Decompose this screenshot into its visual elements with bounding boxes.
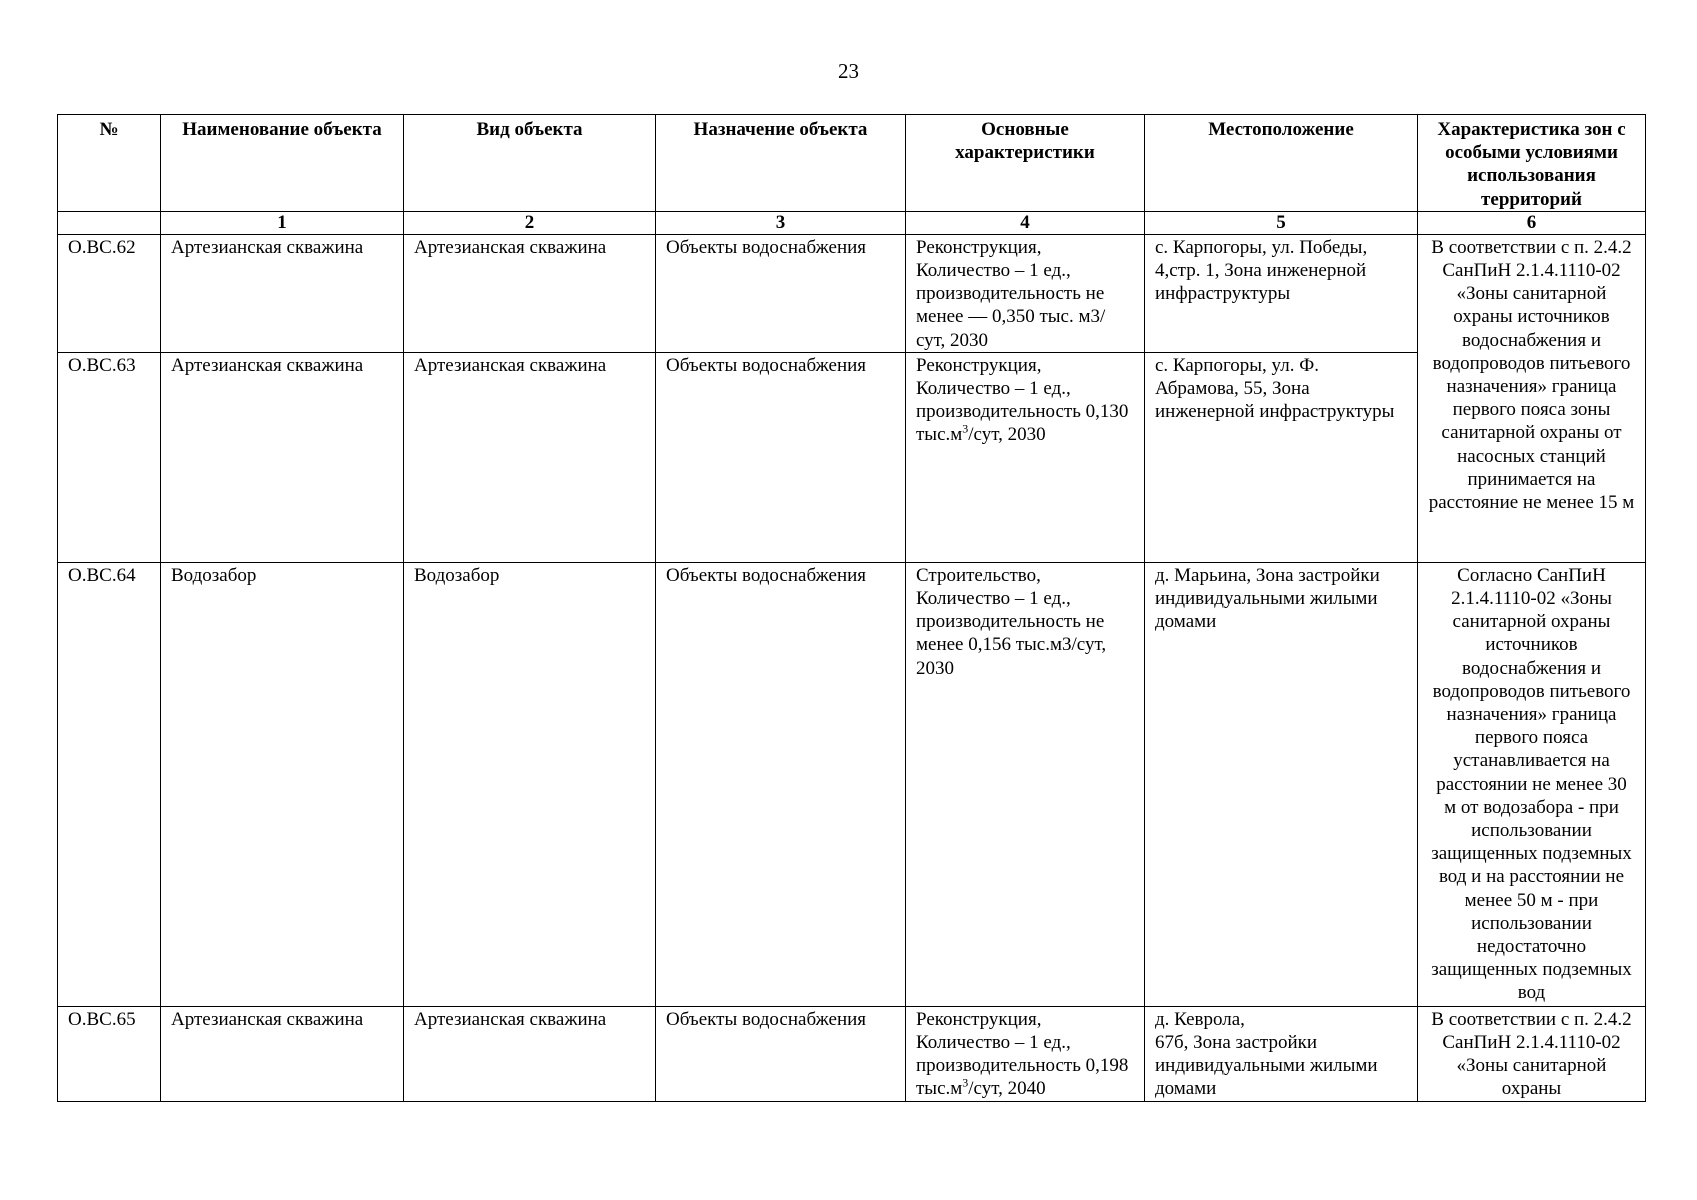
object-location: д. Марьина, Зона застройки индивидуальными жилыми домами	[1145, 562, 1418, 1006]
column-number: 1	[161, 211, 404, 234]
column-number: 2	[404, 211, 656, 234]
object-purpose: Объекты водоснабжения	[656, 234, 906, 352]
characteristics-text: /сут, 2030	[968, 424, 1046, 446]
object-characteristics: Реконструкция, Количество – 1 ед., производительность не менее — 0,350 тыс. м3/сут, 2030	[906, 234, 1145, 352]
object-purpose: Объекты водоснабжения	[656, 1006, 906, 1101]
location-line: 67б, Зона застройки индивидуальными жилыми домами	[1155, 1032, 1378, 1100]
object-zones: В соответствии с п. 2.4.2 СанПиН 2.1.4.1110-02 «Зоны санитарной охраны	[1418, 1006, 1646, 1101]
characteristics-text: Реконструкция, Количество – 1 ед., производительность 0,130 тыс.м	[916, 354, 1129, 446]
table-row	[58, 1006, 1646, 1101]
table-row	[58, 352, 1646, 562]
header-characteristics: Основные характеристики	[906, 115, 1145, 212]
page-number: 23	[838, 59, 859, 83]
object-id: О.ВС.65	[58, 1006, 161, 1101]
object-location: с. Карпогоры, ул. Ф. Абрамова, 55, Зона инженерной инфраструктуры	[1145, 352, 1418, 562]
location-line: д. Кеврола,	[1155, 1008, 1245, 1030]
object-purpose: Объекты водоснабжения	[656, 352, 906, 562]
header-row	[58, 115, 1646, 212]
header-zones: Характеристика зон с особыми условиями использования территорий	[1418, 115, 1646, 212]
table-row	[58, 234, 1646, 352]
object-characteristics	[906, 1006, 1145, 1101]
column-number: 3	[656, 211, 906, 234]
header-object-purpose: Назначение объекта	[656, 115, 906, 212]
column-number: 6	[1418, 211, 1646, 234]
header-object-kind: Вид объекта	[404, 115, 656, 212]
object-characteristics: Строительство, Количество – 1 ед., производительность не менее 0,156 тыс.м3/сут, 2030	[906, 562, 1145, 1006]
object-purpose: Объекты водоснабжения	[656, 562, 906, 1006]
header-object-name: Наименование объекта	[161, 115, 404, 212]
characteristics-text: /сут, 2040	[968, 1078, 1046, 1100]
header-location: Местоположение	[1145, 115, 1418, 212]
object-id: О.ВС.62	[58, 234, 161, 352]
column-number: 4	[906, 211, 1145, 234]
column-number	[58, 211, 161, 234]
object-name: Артезианская скважина	[161, 1006, 404, 1101]
header-number: №	[58, 115, 161, 212]
characteristics-text: Реконструкция, Количество – 1 ед., производительность 0,198 тыс.м	[916, 1008, 1129, 1100]
superscript-unit: 3	[962, 422, 969, 437]
object-name: Артезианская скважина	[161, 234, 404, 352]
object-name: Водозабор	[161, 562, 404, 1006]
object-kind: Водозабор	[404, 562, 656, 1006]
table-row	[58, 562, 1646, 1006]
object-id: О.ВС.63	[58, 352, 161, 562]
object-name: Артезианская скважина	[161, 352, 404, 562]
object-location: с. Карпогоры, ул. Победы, 4,стр. 1, Зона инженерной инфраструктуры	[1145, 234, 1418, 352]
column-number: 5	[1145, 211, 1418, 234]
object-kind: Артезианская скважина	[404, 1006, 656, 1101]
object-kind: Артезианская скважина	[404, 234, 656, 352]
object-characteristics	[906, 352, 1145, 562]
object-zones: В соответствии с п. 2.4.2 СанПиН 2.1.4.1110-02 «Зоны санитарной охраны источников водоснабжения и водопроводов питьевого назначения» граница первого пояса зоны санитарной охраны от насосных станций принимается на расстояние не менее 15 м	[1418, 234, 1646, 562]
object-kind: Артезианская скважина	[404, 352, 656, 562]
column-number-row	[58, 211, 1646, 234]
objects-table	[57, 114, 1646, 1102]
object-location	[1145, 1006, 1418, 1101]
object-id: О.ВС.64	[58, 562, 161, 1006]
object-zones: Согласно СанПиН 2.1.4.1110-02 «Зоны санитарной охраны источников водоснабжения и водопроводов питьевого назначения» граница первого пояса устанавливается на расстоянии не менее 30 м от водозабора - при использовании защищенных подземных вод и на расстоянии не менее 50 м - при использовании недостаточно защищенных подземных вод	[1418, 562, 1646, 1006]
superscript-unit: 3	[962, 1076, 969, 1091]
